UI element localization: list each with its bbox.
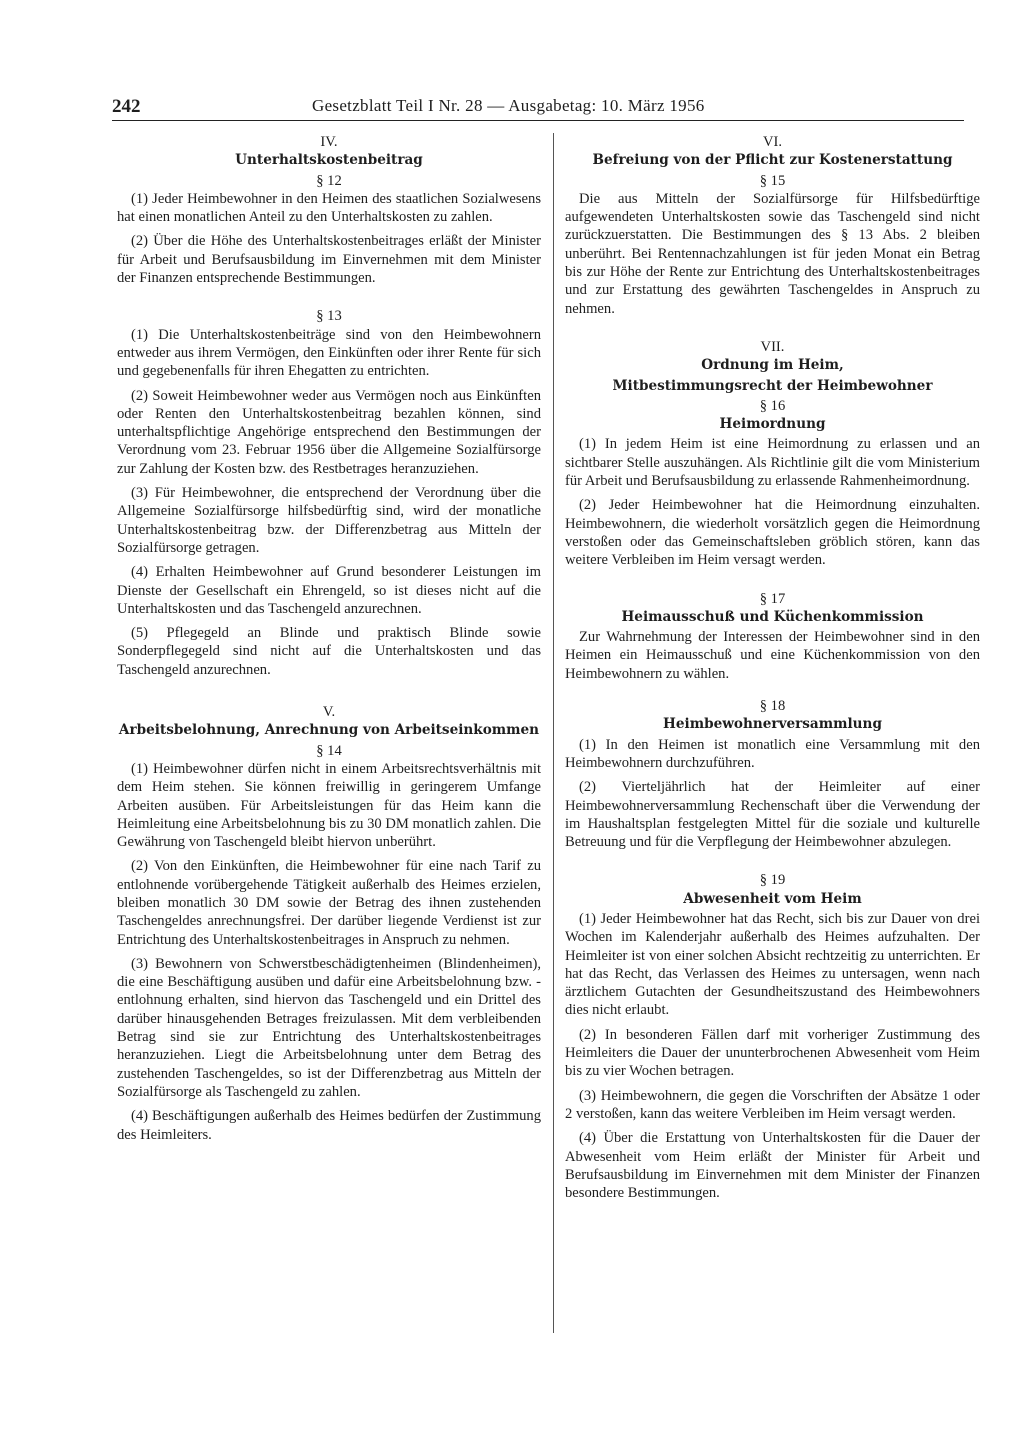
page-header bbox=[112, 90, 964, 121]
part-title: Ordnung im Heim, bbox=[701, 357, 844, 374]
paragraph-text: (3) Für Heimbewohner, die entsprechend der Verordnung über die Allgemeine Sozialfürsorge hilfsbedürftig sind, wird der monatliche Unterhaltskostenbeitrag bzw. der Differenzbetrag aus Mitteln der Sozialfürsorge getragen. bbox=[117, 485, 541, 556]
paragraph-heading: § 14 bbox=[316, 742, 342, 759]
left-column bbox=[117, 133, 541, 1150]
paragraph-heading: § 15 bbox=[759, 172, 786, 189]
paragraph-text: (3) Heimbewohnern, die gegen die Vorschriften der Absätze 1 oder 2 verstoßen, kann das weitere Verbleiben im Heim versagt werden. bbox=[565, 1087, 980, 1122]
paragraph-text: (1) In den Heimen ist monatlich eine Versammlung mit den Heimbewohnern durchzuführen. bbox=[565, 736, 980, 771]
paragraph-title: Heimordnung bbox=[719, 416, 826, 433]
part-number: IV. bbox=[320, 134, 338, 150]
paragraph-text: (1) In jedem Heim ist eine Heimordnung zu erlassen und an sichtbarer Stelle auszuhängen. Als Richtlinie gilt die vom Ministerium für Arbeit und Berufsausbildung zu erlassende Rahmenheimordnung. bbox=[565, 436, 980, 490]
paragraph-heading: § 13 bbox=[316, 308, 342, 325]
paragraph-text: (2) Jeder Heimbewohner hat die Heimordnung einzuhalten. Heimbewohnern, die wiederholt vorsätzlich gegen die Heimordnung verstoßen oder das Gemeinschaftsleben gröblich stören, kann das weitere Verbleiben im Heim versagt werden. bbox=[565, 497, 980, 569]
paragraph-text: (2) Soweit Heimbewohner weder aus Vermögen noch aus Einkünften oder Renten den Unterhaltskostenbeitrag bezahlen können, sind unterhaltspflichtige Angehörige entsprechend den Bestimmungen der Verordnung vom 23. Februar 1956 über die Allgemeine Sozialfürsorge zur Zahlung der Kosten bzw. des Restbetrages heranzuziehen. bbox=[117, 387, 541, 477]
paragraph-text: (3) Bewohnern von Schwerstbeschädigtenheimen (Blindenheimen), die eine Beschäftigung ausüben und dafür eine Arbeitsbelohnung bzw. -entlohnung erhalten, sind hiervon das Taschengeld und ein Drittel des darüber hinausgehenden Betrages freizulassen. Mit dem verbleibenden Betrag sind sie zur Entrichtung des Unterhaltskostenbeitrages heranzuziehen. Liegt die Arbeitsbelohnung unter dem Betrag des zustehenden Taschengeldes, so ist der Differenzbetrag aus Mitteln der Sozialfürsorge als Taschengeld zu zahlen. bbox=[117, 955, 541, 1100]
paragraph-heading: § 12 bbox=[316, 172, 342, 189]
paragraph-text: (2) Vierteljährlich hat der Heimleiter auf einer Heimbewohnerversammlung Rechenschaft über die Verwendung der im Haushaltsplan festgelegten Mittel für die soziale und kulturelle Betreuung und für die Verpflegung der Heimbewohner abzulegen. bbox=[565, 779, 980, 851]
paragraph-text: Die aus Mitteln der Sozialfürsorge für Hilfsbedürftige aufgewendeten Unterhaltskosten sowie das Taschengeld sind nicht zurückzuerstatten. Die Bestimmungen des § 13 Abs. 2 bleiben unberührt. Bei Rentennachzahlungen ist für jeden Monat ein Betrag bis zur Höhe der Rente zur Entrichtung des Unterhaltskostenbeitrages und zur Erstattung des gewährten Taschengeldes in Anspruch zu nehmen. bbox=[565, 190, 980, 317]
part-number: VII. bbox=[760, 338, 785, 355]
paragraph-heading: § 16 bbox=[759, 397, 786, 414]
gazette-title: Gesetzblatt Teil I Nr. 28 — Ausgabetag: 10. März 1956 bbox=[312, 96, 705, 115]
paragraph-heading: § 19 bbox=[759, 872, 786, 889]
right-column bbox=[565, 133, 980, 1208]
paragraph-title: Heimbewohnerversammlung bbox=[663, 716, 882, 733]
paragraph-heading: § 18 bbox=[759, 698, 786, 715]
paragraph-text: (4) Beschäftigungen außerhalb des Heimes bedürfen der Zustimmung des Heimleiters. bbox=[117, 1108, 541, 1143]
paragraph-text: (5) Pflegegeld an Blinde und praktisch Blinde sowie Sonderpflegegeld sind nicht auf die Unterhaltskosten und das Taschengeld anzurechnen. bbox=[117, 625, 541, 678]
paragraph-text: (2) In besonderen Fällen darf mit vorheriger Zustimmung des Heimleiters die Dauer der ununterbrochenen Abwesenheit vom Heim bis zu vier Wochen betragen. bbox=[565, 1026, 980, 1080]
paragraph-text: (2) Von den Einkünften, die Heimbewohner für eine nach Tarif zu entlohnende vorübergehende Tätigkeit außerhalb des Heimes erzielen, bleiben monatlich 30 DM sowie der Betrag des ihnen zustehenden Taschengeldes anrechnungsfrei. Der darüber liegende Verdienst ist zur Entrichtung des Unterhaltskostenbeitrages in Anspruch zu nehmen. bbox=[117, 858, 541, 948]
column-divider bbox=[553, 133, 554, 1333]
paragraph-text: (4) Über die Erstattung von Unterhaltskosten für die Dauer der Abwesenheit vom Heim erläßt der Minister für Arbeit und Berufsausbildung im Einvernehmen mit dem Minister der Finanzen besondere Bestimmungen. bbox=[565, 1130, 980, 1202]
paragraph-heading: § 17 bbox=[759, 590, 786, 607]
paragraph-title: Abwesenheit vom Heim bbox=[683, 890, 862, 907]
paragraph-text: (4) Erhalten Heimbewohner auf Grund besonderer Leistungen im Dienste der Gesellschaft ein Ehrengeld, so ist dieses nicht auf die Unterhaltskosten und das Taschengeld anzurechnen. bbox=[117, 564, 541, 617]
part-title: Mitbestimmungsrecht der Heimbewohner bbox=[612, 377, 933, 394]
part-title: Arbeitsbelohnung, Anrechnung von Arbeitseinkommen bbox=[118, 722, 540, 739]
paragraph-text: (2) Über die Höhe des Unterhaltskostenbeitrages erläßt der Minister für Arbeit und Berufsausbildung im Einvernehmen mit dem Minister der Finanzen entsprechende Bestimmungen. bbox=[117, 233, 541, 287]
paragraph-title: Heimausschuß und Küchenkommission bbox=[621, 608, 924, 625]
paragraph-text: Zur Wahrnehmung der Interessen der Heimbewohner sind in den Heimen ein Heimausschuß und eine Küchenkommission von den Heimbewohnern zu wählen. bbox=[565, 629, 980, 682]
paragraph-text: (1) Jeder Heimbewohner in den Heimen des staatlichen Sozialwesens hat einen monatlichen Anteil zu den Unterhaltskosten zu zahlen. bbox=[117, 190, 541, 226]
part-number: VI. bbox=[762, 134, 783, 150]
part-number: V. bbox=[322, 704, 336, 721]
part-title: Unterhaltskostenbeitrag bbox=[235, 152, 423, 169]
part-title: Befreiung von der Pflicht zur Kostenerstattung bbox=[592, 152, 953, 169]
paragraph-text: (1) Heimbewohner dürfen nicht in einem Arbeitsrechtsverhältnis mit dem Heim stehen. Sie können freiwillig in geringerem Umfange Arbeiten ausüben. Für Arbeitsleistungen für das Heim kann die Heimleitung eine Arbeitsbelohnung bis zu 30 DM monatlich zahlen. Die Gewährung von Taschengeld bleibt hiervon unberührt. bbox=[117, 760, 541, 851]
page-number: 242 bbox=[112, 96, 141, 117]
paragraph-text: (1) Die Unterhaltskostenbeiträge sind von den Heimbewohnern entweder aus ihrem Vermögen, den Einkünften oder ihrer Rente für sich und gegebenenfalls für ihren Ehegatten zu entrichten. bbox=[117, 326, 541, 380]
paragraph-text: (1) Jeder Heimbewohner hat das Recht, sich bis zur Dauer von drei Wochen im Kalenderjahr außerhalb des Heimes aufzuhalten. Der Heimleiter ist von einer solchen Absicht rechtzeitig zu unterrichten. Er hat das Recht, das Verlassen des Heimes zu untersagen, wenn nach ärztlichem Gutachten der Gesundheitszustand des Heimbewohners dies nicht erlaubt. bbox=[565, 910, 980, 1019]
